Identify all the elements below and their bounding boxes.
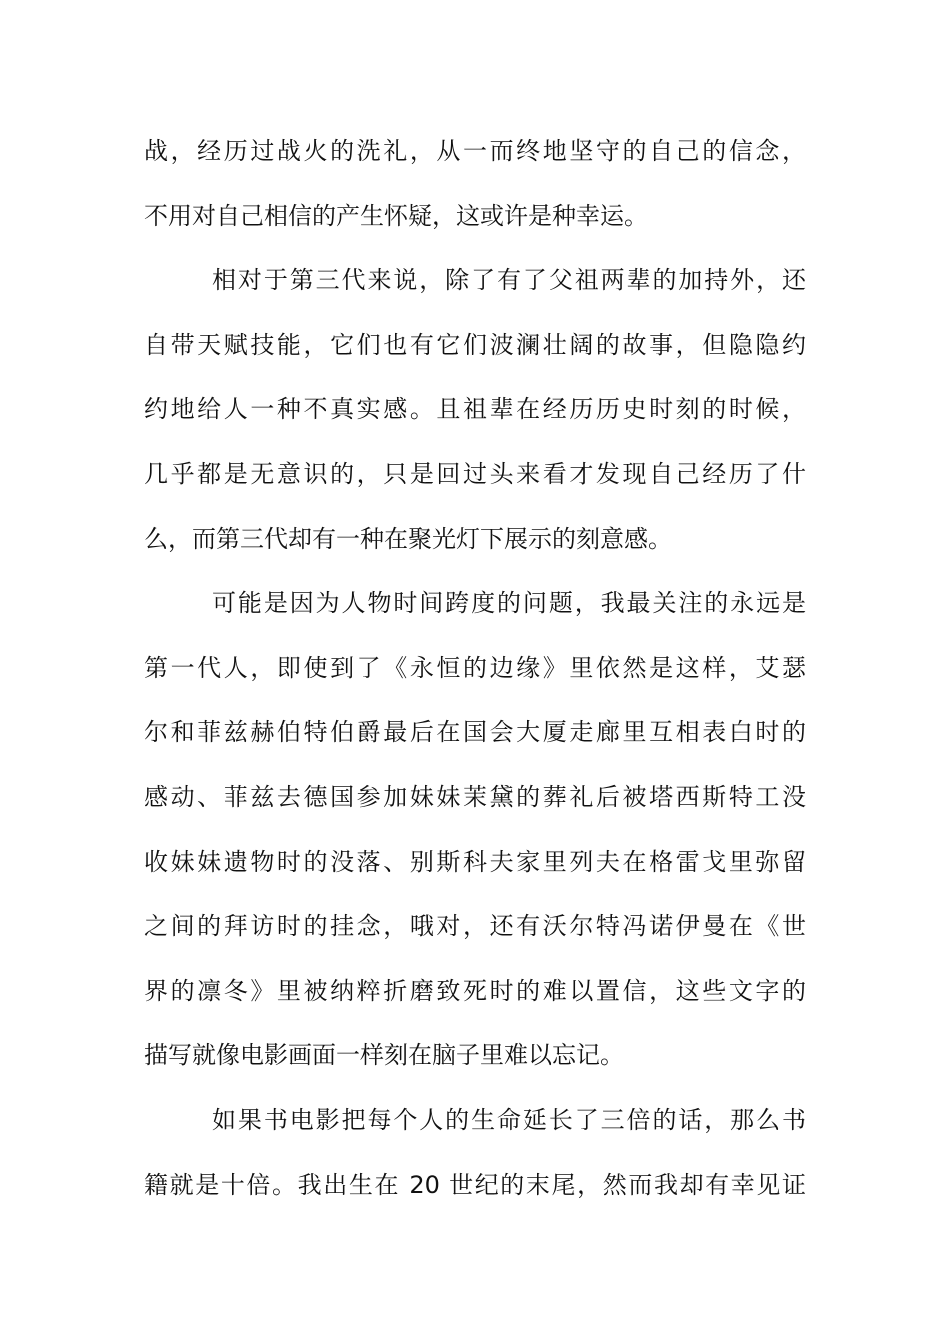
text-line: 自带天赋技能，它们也有它们波澜壮阔的故事，但隐隐约	[144, 330, 806, 359]
text-line: 描写就像电影画面一样刻在脑子里难以忘记。	[144, 1041, 624, 1070]
text-line: 收妹妹遗物时的没落、别斯科夫家里列夫在格雷戈里弥留	[144, 847, 806, 876]
text-line: 几乎都是无意识的，只是回过头来看才发现自己经历了什	[144, 459, 806, 488]
text-line: 不用对自己相信的产生怀疑，这或许是种幸运。	[144, 201, 648, 230]
text-line: 界的凛冬》里被纳粹折磨致死时的难以置信，这些文字的	[144, 976, 806, 1005]
text-line: 籍就是十倍。我出生在 20 世纪的末尾，然而我却有幸见证	[144, 1170, 806, 1199]
text-line: 第一代人，即使到了《永恒的边缘》里依然是这样，艾瑟	[144, 653, 806, 682]
text-line: 战，经历过战火的洗礼，从一而终地坚守的自己的信念，	[144, 137, 806, 165]
text-line: 么，而第三代却有一种在聚光灯下展示的刻意感。	[144, 524, 672, 553]
text-line: 尔和菲兹赫伯特伯爵最后在国会大厦走廊里互相表白时的	[144, 718, 806, 747]
paragraph-start-line: 如果书电影把每个人的生命延长了三倍的话，那么书	[212, 1105, 806, 1134]
text-line: 约地给人一种不真实感。且祖辈在经历历史时刻的时候，	[144, 395, 806, 424]
body-text	[144, 119, 806, 1217]
paragraph-start-line: 相对于第三代来说，除了有了父祖两辈的加持外，还	[212, 266, 806, 295]
text-line: 之间的拜访时的挂念，哦对，还有沃尔特冯诺伊曼在《世	[144, 912, 806, 941]
text-line: 感动、菲兹去德国参加妹妹茉黛的葬礼后被塔西斯特工没	[144, 782, 806, 811]
paragraph-start-line: 可能是因为人物时间跨度的问题，我最关注的永远是	[212, 589, 806, 618]
